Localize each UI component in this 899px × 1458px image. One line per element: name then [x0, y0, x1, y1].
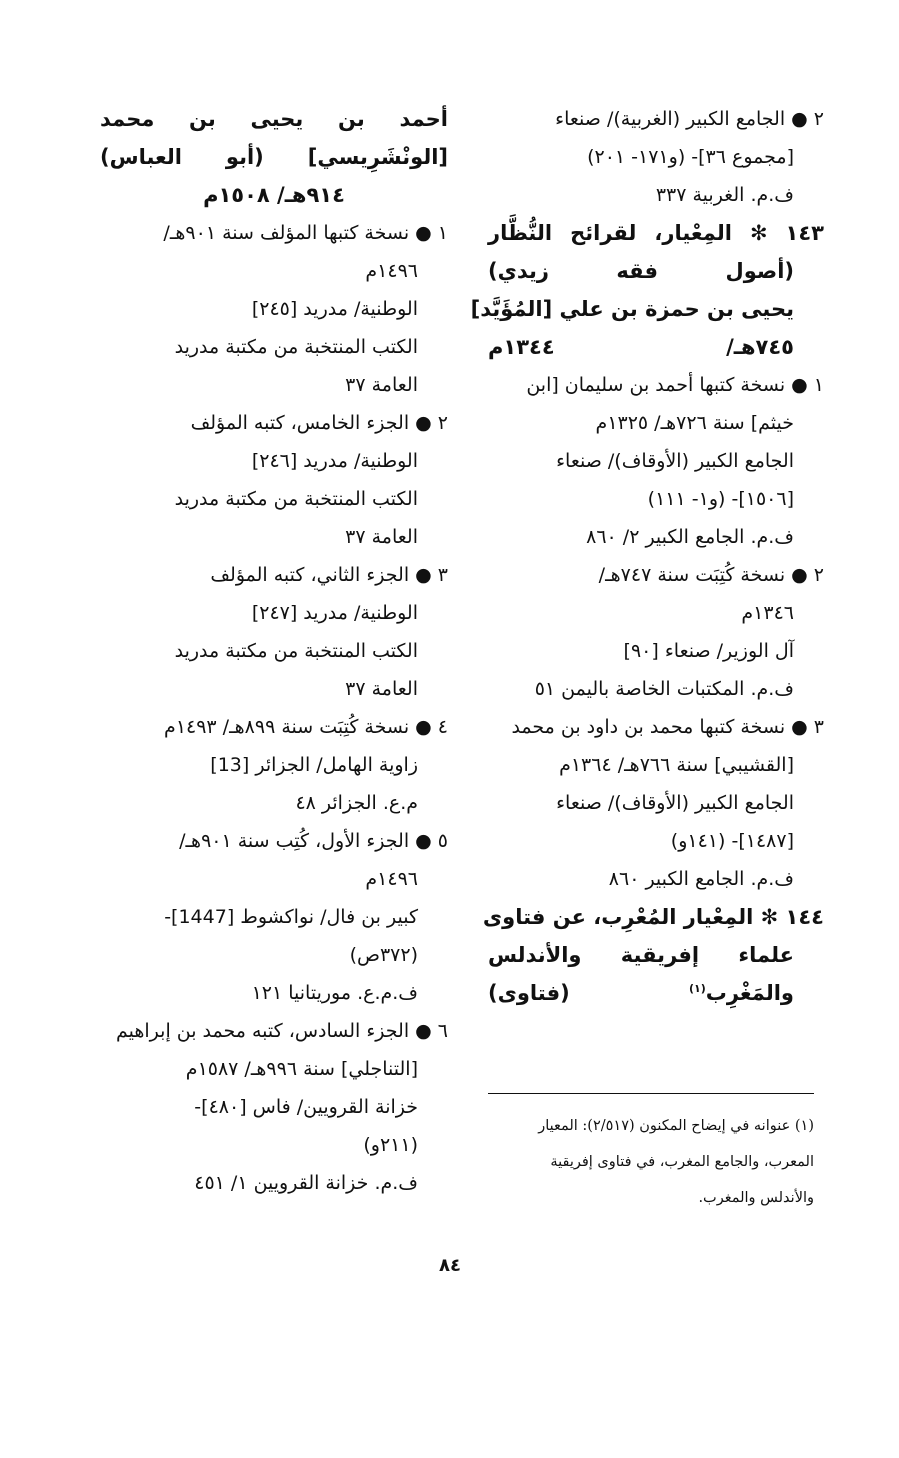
line-text: الجامع الكبير (الأوقاف)/ صنعاء — [556, 450, 794, 472]
line-text: خيثم] سنة ٧٢٦هـ/ ١٣٢٥م — [595, 412, 794, 434]
line-text: ٩١٤هـ/ ١٥٠٨م — [203, 183, 345, 207]
entry-detail-line — [100, 328, 448, 366]
line-text: ٢ ● الجامع الكبير (الغربية)/ صنعاء — [555, 108, 824, 130]
manuscript-entry — [100, 822, 448, 860]
footnote-reference: (١) — [688, 982, 706, 995]
line-text: ٢ ● نسخة كُتِبَت سنة ٧٤٧هـ/ — [598, 564, 824, 586]
line-text: [مجموع ٣٦]- (و١٧١- ٢٠١) — [587, 146, 794, 168]
line-text: (أصول فقه زيدي) — [488, 259, 794, 283]
line-text: الكتب المنتخبة من مكتبة مدريد — [174, 488, 418, 510]
line-text: ف.م. المكتبات الخاصة باليمن ٥١ — [534, 678, 794, 700]
entry-detail-line — [100, 974, 448, 1012]
entry-detail-line — [488, 860, 824, 898]
entry-detail-line — [100, 442, 448, 480]
entry-detail-line — [100, 784, 448, 822]
entry-detail-line — [100, 594, 448, 632]
entry-detail-line — [100, 746, 448, 784]
footnote-line: المعرب، والجامع المغرب، في فتاوى إفريقية — [550, 1154, 814, 1170]
entry-detail-line — [488, 784, 824, 822]
line-text: الوطنية/ مدريد [٢٤٧] — [251, 602, 418, 624]
line-text: الكتب المنتخبة من مكتبة مدريد — [174, 640, 418, 662]
footnote-line: والأندلس والمغرب. — [698, 1190, 814, 1206]
manuscript-entry — [100, 214, 448, 252]
line-text: ١٣٤٦م — [741, 602, 794, 624]
entry-detail-line — [488, 670, 824, 708]
entry-detail-line — [100, 1088, 448, 1126]
line-text: [القشيبي] سنة ٧٦٦هـ/ ١٣٦٤م — [559, 754, 794, 776]
line-text: ٣ ● الجزء الثاني، كتبه المؤلف — [210, 564, 448, 586]
manuscript-entry — [488, 100, 824, 138]
left-column — [100, 100, 448, 1202]
line-text: ف.م.ع. موريتانيا ١٢١ — [251, 982, 418, 1004]
line-text: ف.م. الغربية ٣٣٧ — [655, 184, 794, 206]
line-text: ف.م. الجامع الكبير ٢/ ٨٦٠ — [586, 526, 794, 548]
line-text: زاوية الهامل/ الجزائر [13] — [210, 754, 418, 776]
entry-detail-line — [488, 442, 824, 480]
line-text: الوطنية/ مدريد [٢٤٥] — [251, 298, 418, 320]
page-number: ٨٤ — [439, 1255, 461, 1276]
line-text: العامة ٣٧ — [345, 678, 418, 700]
entry-detail-line — [488, 138, 824, 176]
line-text: ف.م. الجامع الكبير ٨٦٠ — [608, 868, 794, 890]
line-text: ١٤٣ ✻ المِعْيار، لقرائح النُّظَّار — [488, 221, 824, 245]
entry-heading — [488, 214, 824, 252]
entry-heading-line — [488, 974, 824, 1012]
footnote-line: (١) عنوانه في إيضاح المكنون (٢/٥١٧): المعيار — [538, 1118, 814, 1134]
entry-detail-line — [100, 860, 448, 898]
entry-detail-line — [100, 632, 448, 670]
entry-detail-line — [100, 290, 448, 328]
line-text: [١٥٠٦]- (و١- ١١١) — [647, 488, 794, 510]
entry-detail-line — [100, 518, 448, 556]
line-text: [التناجلي] سنة ٩٩٦هـ/ ١٥٨٧م — [185, 1058, 418, 1080]
line-text: الكتب المنتخبة من مكتبة مدريد — [174, 336, 418, 358]
manuscript-entry — [100, 404, 448, 442]
line-text: خزانة القرويين/ فاس [٤٨٠]- — [194, 1096, 418, 1118]
entry-detail-line — [100, 480, 448, 518]
line-text: العامة ٣٧ — [345, 374, 418, 396]
line-text: يحيى بن حمزة بن علي [المُؤَيَّد] — [470, 297, 794, 321]
line-text: ١ ● نسخة كتبها المؤلف سنة ٩٠١هـ/ — [163, 222, 448, 244]
entry-detail-line — [100, 1164, 448, 1202]
entry-detail-line — [488, 746, 824, 784]
entry-heading-line — [470, 290, 824, 328]
entry-detail-line — [100, 252, 448, 290]
line-text: آل الوزير/ صنعاء [٩٠] — [623, 640, 794, 662]
right-column — [470, 100, 824, 1012]
line-text: ١٤٩٦م — [365, 868, 418, 890]
line-text: العامة ٣٧ — [345, 526, 418, 548]
entry-heading — [100, 100, 448, 138]
line-text: [الونْشَرِيسي] (أبو العباس) — [100, 145, 448, 169]
line-text: ٣ ● نسخة كتبها محمد بن داود بن محمد — [511, 716, 824, 738]
line-text: أحمد بن يحيى بن محمد — [100, 107, 448, 131]
line-text: ١ ● نسخة كتبها أحمد بن سليمان [ابن — [526, 374, 824, 396]
line-text-tail: (فتاوى) — [488, 981, 689, 1005]
manuscript-entry — [100, 708, 448, 746]
line-text: ٦ ● الجزء السادس، كتبه محمد بن إبراهيم — [116, 1020, 448, 1042]
line-text: والمَغْرِب — [705, 981, 794, 1005]
line-text: م.ع. الجزائر ٤٨ — [295, 792, 418, 814]
entry-heading — [100, 138, 448, 176]
entry-detail-line — [488, 518, 824, 556]
manuscript-entry — [100, 1012, 448, 1050]
line-text: ١٤٩٦م — [365, 260, 418, 282]
entry-detail-line — [488, 480, 824, 518]
manuscript-entry — [100, 556, 448, 594]
entry-detail-line — [100, 670, 448, 708]
line-text: الوطنية/ مدريد [٢٤٦] — [251, 450, 418, 472]
entry-heading-line — [488, 328, 824, 366]
entry-detail-line — [488, 822, 824, 860]
manuscript-entry — [488, 366, 824, 404]
line-text: ٤ ● نسخة كُتِبَت سنة ٨٩٩هـ/ ١٤٩٣م — [164, 716, 448, 738]
entry-detail-line — [488, 594, 824, 632]
line-text: (٢١١و) — [363, 1134, 418, 1156]
line-text: ف.م. خزانة القرويين ١/ ٤٥١ — [194, 1172, 418, 1194]
line-text: ١٤٤ ✻ المِعْيار المُعْرِب، عن فتاوى — [482, 905, 824, 929]
line-text: (٣٧٢ص) — [349, 944, 418, 966]
entry-detail-line — [488, 632, 824, 670]
footnotes — [478, 1108, 814, 1216]
entry-detail-line — [488, 404, 824, 442]
footnote-divider — [488, 1093, 814, 1094]
entry-detail-line — [100, 1050, 448, 1088]
entry-heading — [482, 898, 824, 936]
entry-heading-line — [488, 936, 824, 974]
line-text: ٥ ● الجزء الأول، كُتِب سنة ٩٠١هـ/ — [179, 830, 448, 852]
entry-detail-line — [488, 176, 824, 214]
line-text: ٢ ● الجزء الخامس، كتبه المؤلف — [190, 412, 448, 434]
entry-detail-line — [100, 936, 448, 974]
entry-heading-line — [488, 252, 824, 290]
entry-detail-line — [100, 1126, 448, 1164]
line-text: ٧٤٥هـ/ ١٣٤٤م — [488, 335, 794, 359]
line-text: الجامع الكبير (الأوقاف)/ صنعاء — [556, 792, 794, 814]
entry-detail-line — [100, 366, 448, 404]
line-text: كبير بن فال/ نواكشوط [1447]- — [164, 906, 418, 928]
line-text: [١٤٨٧]- (١٤١و) — [670, 830, 794, 852]
manuscript-entry — [488, 556, 824, 594]
entry-heading-date — [100, 176, 448, 214]
entry-detail-line — [100, 898, 448, 936]
line-text: علماء إفريقية والأندلس — [488, 943, 794, 967]
manuscript-entry — [488, 708, 824, 746]
